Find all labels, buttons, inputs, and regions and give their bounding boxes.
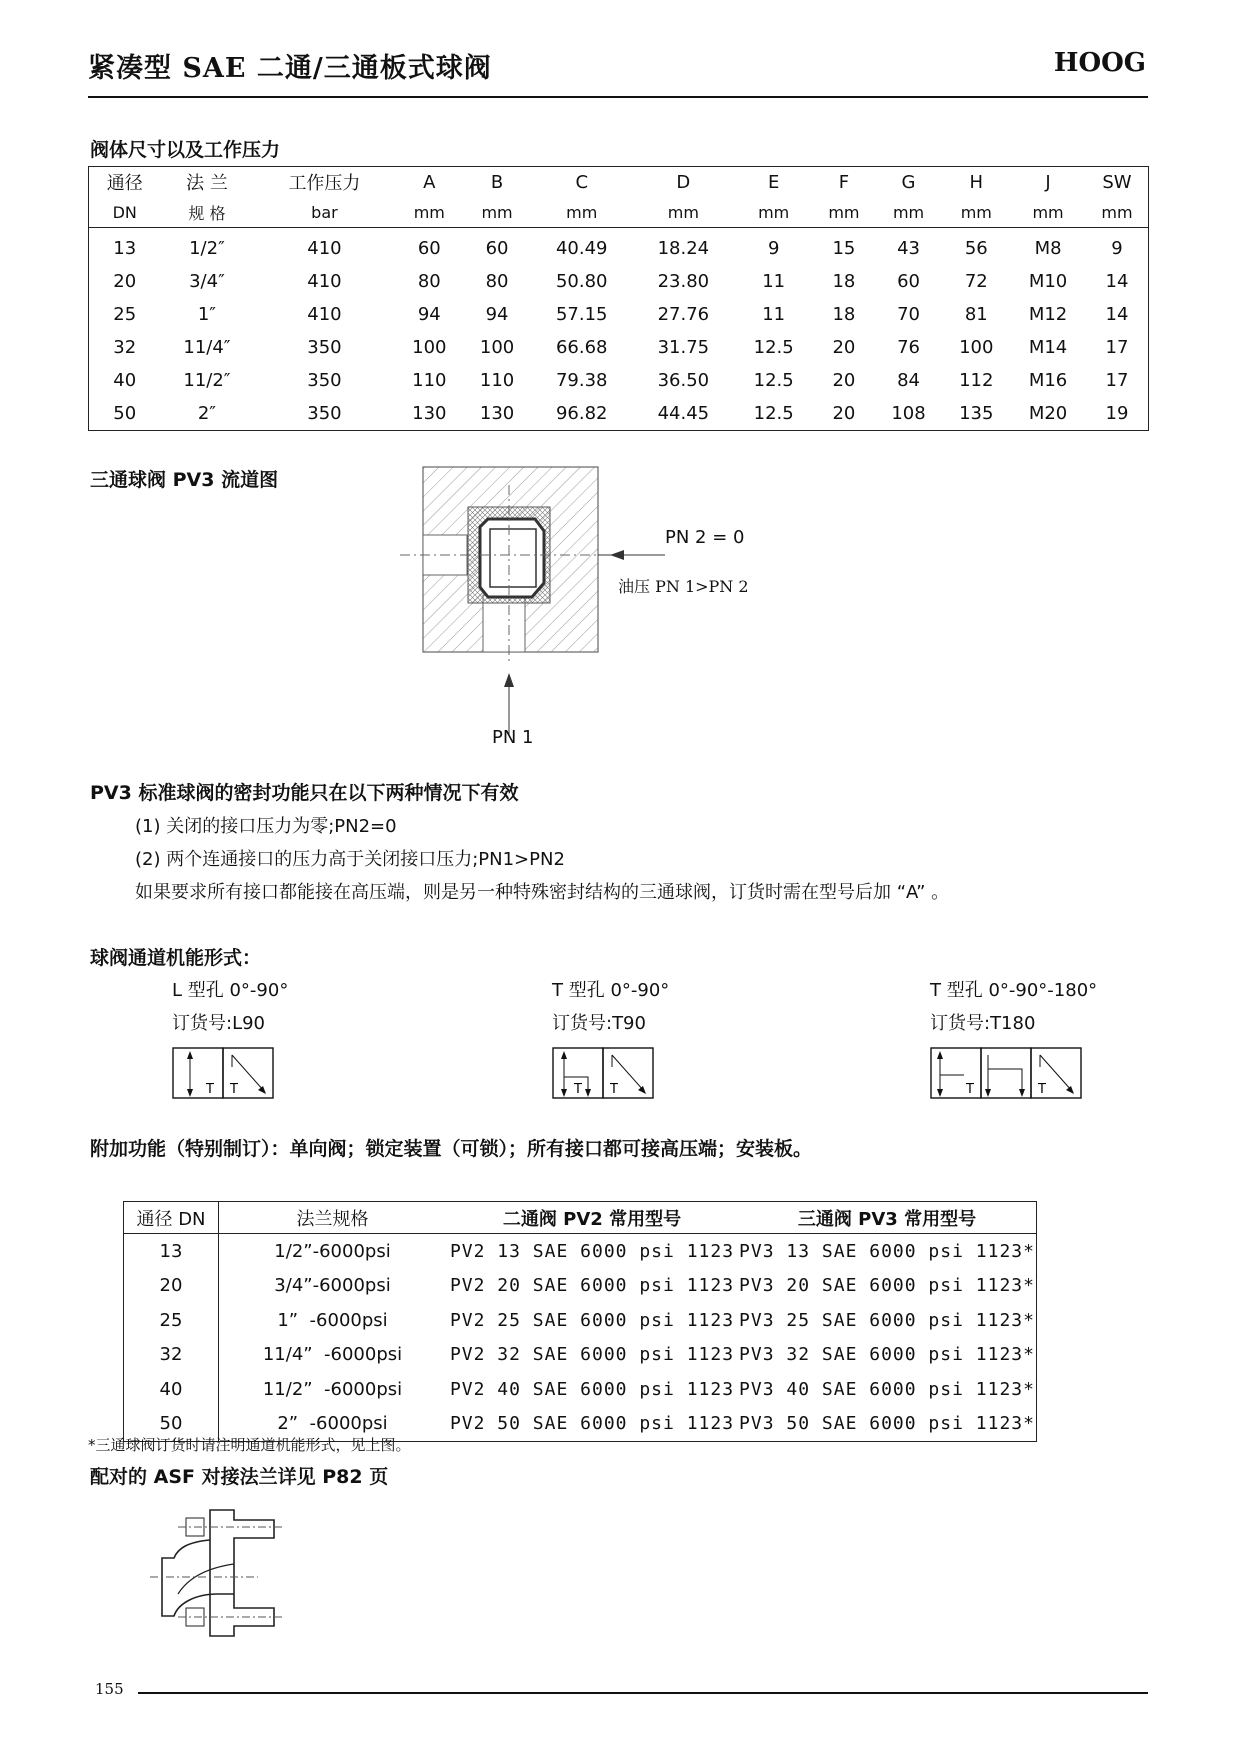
dimension-cell: 11/2″ (183, 370, 231, 391)
dimension-cell: 44.45 (657, 403, 710, 424)
dimension-cell: 25 (113, 304, 137, 325)
dimension-cell: 350 (307, 337, 342, 358)
model-cell: 11/4” -6000psi (262, 1344, 403, 1366)
dimension-cell: 72 (964, 271, 988, 292)
dimension-cell: 17 (1105, 370, 1129, 391)
t-port-label: T (574, 1082, 582, 1097)
dimension-cell: 18 (832, 271, 856, 292)
dimension-cell: 110 (412, 370, 447, 391)
model-row (124, 1269, 1037, 1304)
dimension-section-title: 阀体尺寸以及工作压力 (90, 139, 281, 161)
t90-symbol-icon (552, 1047, 657, 1102)
model-cell: PV3 25 SAE 6000 psi 1123* (739, 1309, 1035, 1331)
dimension-cell: 40 (113, 370, 137, 391)
col-unit: mm (813, 197, 874, 228)
dimension-cell: 94 (485, 304, 509, 325)
dimension-cell: 9 (767, 238, 780, 259)
col-unit: mm (633, 197, 735, 228)
l90-symbol-icon (172, 1047, 277, 1102)
model-cell: PV2 25 SAE 6000 psi 1123 (449, 1309, 735, 1331)
dimension-cell: M8 (1034, 238, 1062, 259)
dimension-cell: 1″ (197, 304, 217, 325)
col-unit: mm (463, 197, 531, 228)
model-header-row (124, 1202, 1037, 1234)
model-cell: PV2 20 SAE 6000 psi 1123 (449, 1275, 735, 1297)
dimension-cell: 110 (479, 370, 515, 391)
dimension-cell: 12.5 (753, 403, 794, 424)
type-t180-order: 订货号:T180 (930, 1013, 1036, 1034)
brand-name: HOOG (1053, 48, 1146, 78)
seal-note: 如果要求所有接口都能接在高压端，则是另一种特殊密封结构的三通球阀，订货时需在型号后加 “A” 。 (135, 882, 950, 903)
model-cell: 1/2”-6000psi (274, 1240, 391, 1262)
col-unit: DN (89, 197, 161, 228)
dimension-cell: 13 (113, 238, 137, 259)
dimension-cell: 100 (959, 337, 994, 358)
dimension-unit-row (89, 197, 1149, 228)
type-t180-name: T 型孔 0°-90°-180° (930, 980, 1098, 1001)
col-unit: mm (1010, 197, 1086, 228)
model-cell: PV3 40 SAE 6000 psi 1123* (739, 1378, 1035, 1400)
dimension-cell: M20 (1028, 403, 1068, 424)
dimension-header-row (89, 167, 1149, 198)
model-row (124, 1338, 1037, 1373)
model-cell: 3/4”-6000psi (274, 1275, 391, 1297)
model-cell: 20 (124, 1269, 219, 1304)
dimension-table (88, 166, 1149, 431)
t-port-label: T (610, 1082, 618, 1097)
dimension-cell: 2″ (197, 403, 217, 424)
col-header: A (423, 171, 436, 193)
col-header: E (767, 171, 780, 193)
dimension-cell: 81 (964, 304, 988, 325)
flange-reference-title: 配对的 ASF 对接法兰详见 P82 页 (90, 1466, 389, 1488)
dimension-cell: 43 (897, 238, 920, 259)
dimension-cell: 100 (412, 337, 447, 358)
dimension-cell: 19 (1105, 403, 1129, 424)
dimension-cell: 108 (891, 403, 926, 424)
dimension-cell: 9 (1111, 238, 1123, 259)
t-port-label: T (206, 1082, 214, 1097)
model-cell: 2” -6000psi (277, 1413, 388, 1435)
dimension-cell: 100 (479, 337, 515, 358)
dimension-cell: 1/2″ (189, 238, 225, 259)
dimension-cell: 79.38 (555, 370, 608, 391)
dimension-cell: 94 (417, 304, 441, 325)
dimension-cell: 76 (897, 337, 920, 358)
dimension-cell: 11 (762, 304, 786, 325)
dimension-cell: 40.49 (555, 238, 608, 259)
model-cell: 11/2” -6000psi (262, 1378, 403, 1400)
function-section-title: 球阀通道机能形式： (90, 947, 262, 969)
dimension-cell: 15 (832, 238, 856, 259)
model-cell: PV2 40 SAE 6000 psi 1123 (449, 1378, 735, 1400)
dimension-cell: 410 (307, 238, 342, 259)
dimension-cell: 135 (959, 403, 994, 424)
type-l90-name: L 型孔 0°-90° (172, 980, 289, 1001)
oil-pressure-label: 油压 PN 1>PN 2 (618, 577, 749, 596)
model-table (123, 1201, 1037, 1442)
dimension-cell: 57.15 (555, 304, 608, 325)
dimension-cell: 130 (412, 403, 447, 424)
page-number: 155 (95, 1680, 124, 1698)
type-l90-order: 订货号:L90 (172, 1013, 265, 1034)
dimension-row (89, 265, 1149, 298)
dimension-cell: 12.5 (753, 337, 794, 358)
model-cell: PV3 50 SAE 6000 psi 1123* (739, 1413, 1035, 1435)
dimension-cell: M10 (1028, 271, 1068, 292)
model-cell: PV2 32 SAE 6000 psi 1123 (449, 1344, 735, 1366)
dimension-cell: 350 (307, 370, 342, 391)
page-title: 紧凑型 SAE 二通/三通板式球阀 (88, 53, 492, 84)
dimension-row (89, 364, 1149, 397)
dimension-cell: 18.24 (657, 238, 710, 259)
dimension-cell: 410 (307, 271, 342, 292)
t180-symbol-icon (930, 1047, 1086, 1102)
col-header: J (1045, 171, 1051, 193)
dimension-cell: 20 (832, 337, 856, 358)
col-unit: mm (531, 197, 633, 228)
dimension-cell: 14 (1105, 271, 1129, 292)
t-port-label: T (966, 1082, 974, 1097)
dimension-row (89, 331, 1149, 364)
dimension-cell: 3/4″ (189, 271, 225, 292)
header-divider (88, 96, 1148, 98)
col-unit: mm (1086, 197, 1149, 228)
model-cell: 25 (124, 1303, 219, 1338)
col-header: F (838, 171, 850, 193)
dimension-cell: 410 (307, 304, 342, 325)
dimension-cell: 350 (307, 403, 342, 424)
dimension-cell: 60 (897, 271, 920, 292)
seal-condition-1: (1) 关闭的接口压力为零;PN2=0 (135, 816, 397, 837)
dimension-cell: 20 (832, 403, 856, 424)
dimension-cell: 56 (964, 238, 988, 259)
col-header: 法兰规格 (219, 1202, 447, 1234)
model-cell: PV2 50 SAE 6000 psi 1123 (449, 1413, 735, 1435)
dimension-row (89, 298, 1149, 331)
model-row (124, 1303, 1037, 1338)
seal-condition-2: (2) 两个连通接口的压力高于关闭接口压力;PN1>PN2 (135, 849, 565, 870)
model-note: *三通球阀订货时请注明通道机能形式，见上图。 (88, 1436, 411, 1454)
t-port-label: T (1038, 1082, 1046, 1097)
dimension-cell: 27.76 (657, 304, 710, 325)
dimension-cell: 32 (113, 337, 137, 358)
dimension-cell: 60 (485, 238, 509, 259)
dimension-cell: 50.80 (555, 271, 608, 292)
col-header: 二通阀 PV2 常用型号 (446, 1202, 738, 1234)
dimension-cell: 20 (113, 271, 137, 292)
flow-diagram-title: 三通球阀 PV3 流道图 (90, 469, 279, 491)
dimension-cell: 18 (832, 304, 856, 325)
dimension-cell: 66.68 (555, 337, 608, 358)
col-header: 三通阀 PV3 常用型号 (738, 1202, 1037, 1234)
col-header: G (901, 171, 916, 193)
dimension-cell: 60 (417, 238, 441, 259)
dimension-cell: 80 (417, 271, 441, 292)
dimension-cell: M14 (1028, 337, 1068, 358)
dimension-cell: 11 (762, 271, 786, 292)
col-header: 通径 (106, 173, 143, 194)
flow-diagram (380, 455, 780, 755)
dimension-row (89, 397, 1149, 431)
model-cell: PV3 13 SAE 6000 psi 1123* (739, 1240, 1035, 1262)
dimension-cell: 130 (479, 403, 515, 424)
dimension-cell: 36.50 (657, 370, 710, 391)
model-cell: 13 (124, 1234, 219, 1269)
dimension-cell: 50 (113, 403, 137, 424)
footer-divider (138, 1692, 1148, 1694)
col-unit: mm (875, 197, 943, 228)
model-cell: 32 (124, 1338, 219, 1373)
dimension-cell: 96.82 (555, 403, 608, 424)
additional-features-title: 附加功能（特别制订）：单向阀；锁定装置（可锁）；所有接口都可接高压端；安装板。 (90, 1138, 813, 1160)
model-cell: 1” -6000psi (277, 1309, 388, 1331)
model-cell: PV2 13 SAE 6000 psi 1123 (449, 1240, 735, 1262)
model-cell: 50 (124, 1407, 219, 1442)
col-header: B (490, 171, 504, 193)
dimension-cell: 70 (897, 304, 920, 325)
dimension-cell: 12.5 (753, 370, 794, 391)
col-header: C (575, 171, 589, 193)
dimension-cell: 80 (485, 271, 509, 292)
dimension-cell: M16 (1028, 370, 1068, 391)
type-t90-order: 订货号:T90 (552, 1013, 646, 1034)
model-row (124, 1234, 1037, 1269)
type-t90-name: T 型孔 0°-90° (552, 980, 670, 1001)
seal-section-title: PV3 标准球阀的密封功能只在以下两种情况下有效 (90, 782, 519, 804)
pn2-label: PN 2 = 0 (665, 527, 745, 548)
col-unit: 规 格 (160, 197, 253, 228)
model-cell: PV3 20 SAE 6000 psi 1123* (739, 1275, 1035, 1297)
dimension-cell: 20 (832, 370, 856, 391)
dimension-cell: 11/4″ (183, 337, 231, 358)
dimension-cell: 23.80 (657, 271, 710, 292)
dimension-cell: 84 (897, 370, 920, 391)
col-unit: mm (395, 197, 463, 228)
col-header: 工作压力 (288, 173, 361, 194)
model-row (124, 1372, 1037, 1407)
model-cell: 40 (124, 1372, 219, 1407)
flange-drawing (148, 1498, 288, 1648)
col-unit: bar (253, 197, 395, 228)
col-header: H (969, 171, 984, 193)
dimension-cell: 17 (1105, 337, 1129, 358)
col-header: D (676, 171, 691, 193)
model-cell: PV3 32 SAE 6000 psi 1123* (739, 1344, 1035, 1366)
col-unit: mm (734, 197, 813, 228)
dimension-cell: 112 (959, 370, 994, 391)
pn1-label: PN 1 (492, 727, 534, 748)
dimension-row (89, 228, 1149, 266)
col-header: SW (1102, 171, 1132, 193)
col-header: 通径 DN (124, 1202, 219, 1234)
col-header: 法 兰 (186, 173, 228, 194)
dimension-cell: 14 (1105, 304, 1129, 325)
col-unit: mm (942, 197, 1010, 228)
dimension-cell: 31.75 (657, 337, 710, 358)
t-port-label: T (230, 1082, 238, 1097)
dimension-cell: M12 (1028, 304, 1068, 325)
